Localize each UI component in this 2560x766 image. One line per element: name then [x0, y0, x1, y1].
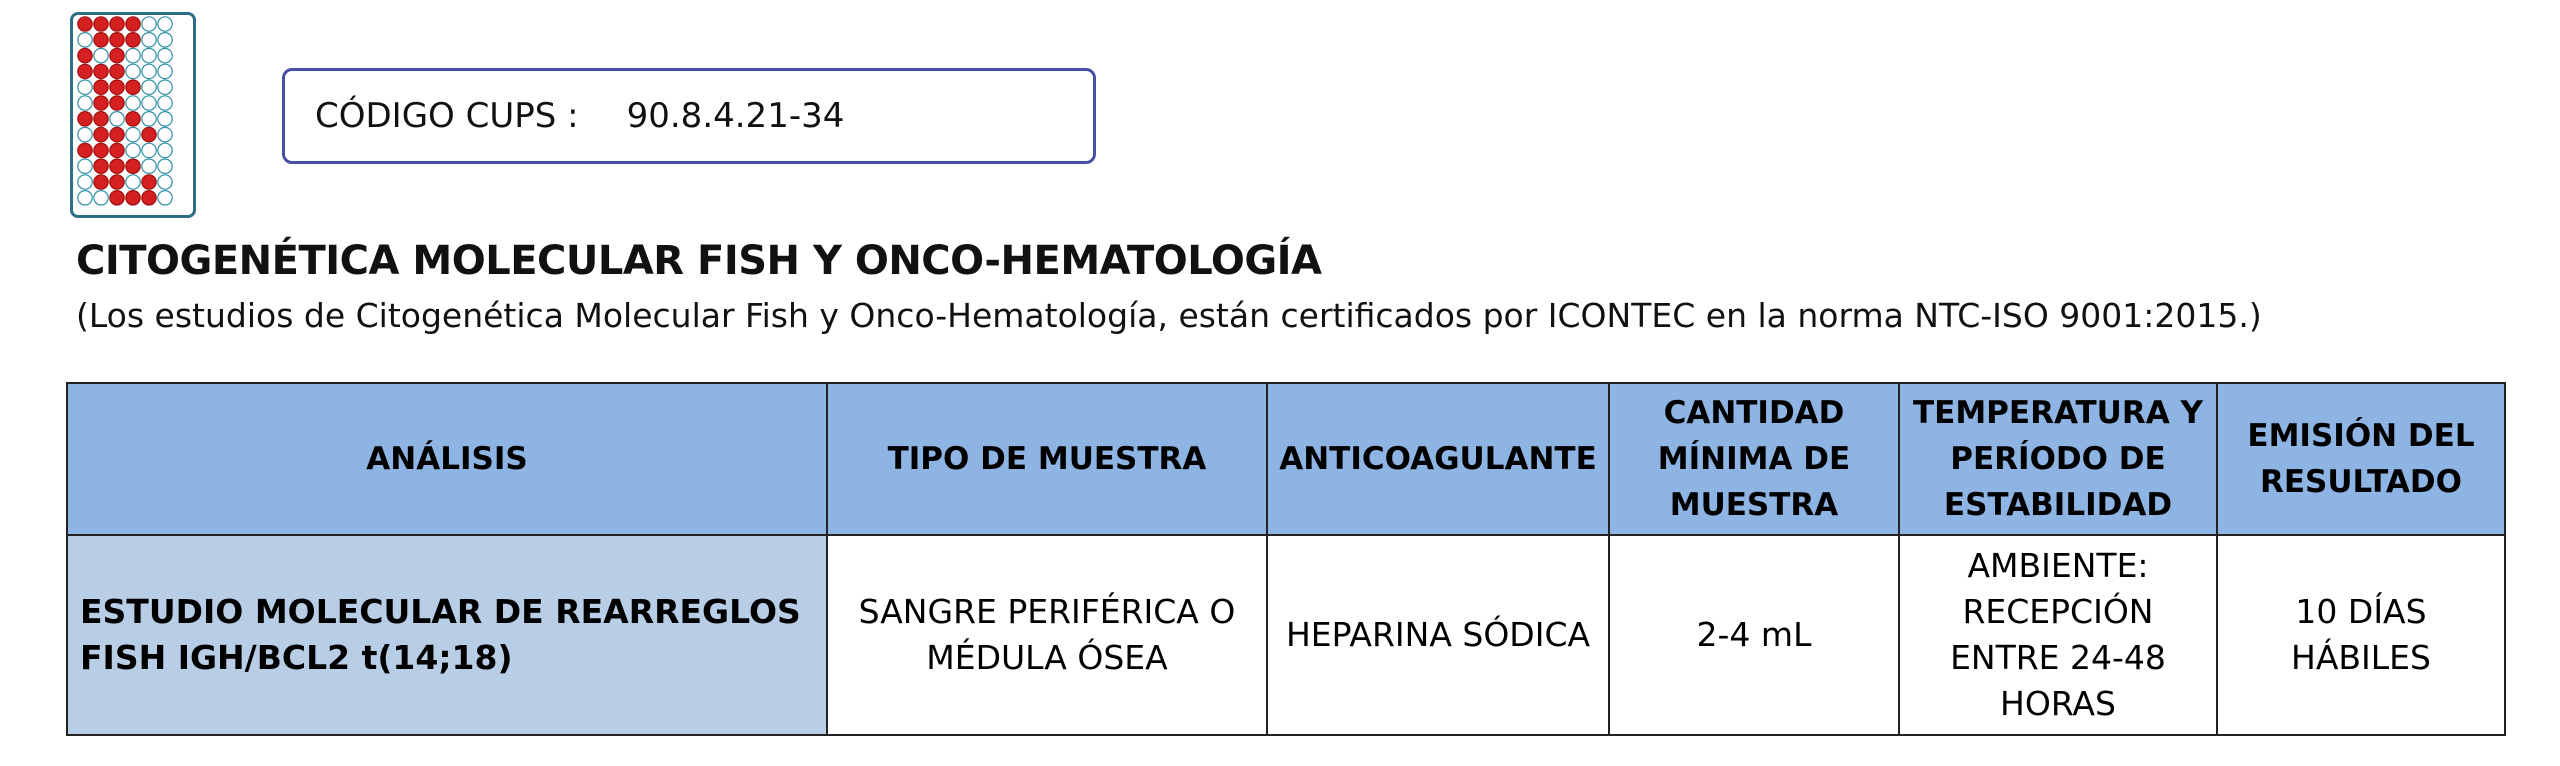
logo-dot — [142, 175, 156, 189]
logo-dot — [126, 159, 140, 173]
logo-dot — [110, 112, 124, 126]
logo-dot — [94, 175, 108, 189]
table-row — [67, 535, 2505, 735]
cell-anticoagulante: HEPARINA SÓDICA — [1267, 535, 1609, 735]
logo-dot — [110, 175, 124, 189]
logo-dot — [78, 17, 92, 31]
logo-dot — [110, 96, 124, 110]
logo-dot — [142, 96, 156, 110]
cell-temperatura: AMBIENTE: RECEPCIÓN ENTRE 24-48 HORAS — [1899, 535, 2217, 735]
logo-dot — [142, 80, 156, 94]
logo-dot — [110, 191, 124, 205]
logo-dot — [142, 64, 156, 78]
logo-dot — [110, 127, 124, 141]
logo-dot — [110, 33, 124, 47]
logo-dot — [158, 191, 172, 205]
logo-dot — [94, 127, 108, 141]
logo-dot — [110, 64, 124, 78]
logo-dot — [142, 48, 156, 62]
cell-analisis: ESTUDIO MOLECULAR DE REARREGLOS FISH IGH/BCL2 t(14;18) — [67, 535, 827, 735]
cell-cantidad: 2-4 mL — [1609, 535, 1899, 735]
header-tipo-muestra: TIPO DE MUESTRA — [827, 383, 1267, 535]
logo-dot — [158, 96, 172, 110]
lab-dot-grid-logo-icon — [70, 12, 196, 218]
sample-spec-table — [66, 382, 2506, 736]
logo-dot — [158, 17, 172, 31]
logo-dot — [158, 159, 172, 173]
logo-dot — [126, 17, 140, 31]
logo-dot — [94, 33, 108, 47]
logo-dot — [158, 80, 172, 94]
logo-dot — [94, 191, 108, 205]
header-anticoagulante: ANTICOAGULANTE — [1267, 383, 1609, 535]
logo-dot — [126, 191, 140, 205]
logo-dot — [94, 96, 108, 110]
logo-dot — [78, 80, 92, 94]
logo-dot — [126, 33, 140, 47]
logo-dot — [126, 80, 140, 94]
logo-dot — [126, 143, 140, 157]
logo-dot — [142, 127, 156, 141]
logo-dot — [110, 48, 124, 62]
logo-dot — [158, 175, 172, 189]
logo-dot — [126, 64, 140, 78]
section-title: CITOGENÉTICA MOLECULAR FISH Y ONCO-HEMATOLOGÍA — [76, 238, 1322, 284]
logo-dot — [94, 64, 108, 78]
logo-dot — [78, 48, 92, 62]
cups-code-value: 90.8.4.21-34 — [626, 96, 845, 136]
logo-dot — [78, 127, 92, 141]
logo-dot — [142, 159, 156, 173]
logo-dot — [158, 33, 172, 47]
logo-dot — [158, 64, 172, 78]
logo-dot — [110, 159, 124, 173]
logo-dot — [142, 17, 156, 31]
logo-dot — [94, 112, 108, 126]
logo-dot — [94, 17, 108, 31]
logo-dot — [94, 159, 108, 173]
logo-dot — [78, 191, 92, 205]
logo-dot — [158, 48, 172, 62]
logo-dot — [158, 143, 172, 157]
certification-note: (Los estudios de Citogenética Molecular Fish y Onco-Hematología, están certificados por ICONTEC en la norma NTC-ISO 9001:2015.) — [76, 296, 2262, 335]
logo-dot — [126, 96, 140, 110]
logo-dot — [78, 159, 92, 173]
header-cantidad: CANTIDAD MÍNIMA DE MUESTRA — [1609, 383, 1899, 535]
logo-dot — [78, 96, 92, 110]
table-header-row — [67, 383, 2505, 535]
cell-emision: 10 DÍAS HÁBILES — [2217, 535, 2505, 735]
logo-dot — [78, 33, 92, 47]
logo-dot — [126, 127, 140, 141]
logo-dot — [110, 80, 124, 94]
logo-dot — [142, 191, 156, 205]
header-emision: EMISIÓN DEL RESULTADO — [2217, 383, 2505, 535]
logo-dot — [126, 175, 140, 189]
logo-dot — [78, 175, 92, 189]
logo-dot — [110, 143, 124, 157]
logo-dot — [78, 64, 92, 78]
logo-dot — [110, 17, 124, 31]
logo-dot — [94, 143, 108, 157]
header-temperatura: TEMPERATURA Y PERÍODO DE ESTABILIDAD — [1899, 383, 2217, 535]
logo-dot — [126, 112, 140, 126]
logo-dot — [142, 143, 156, 157]
logo-dot — [158, 127, 172, 141]
cups-code-box — [282, 68, 1096, 164]
logo-dot — [158, 112, 172, 126]
header-analisis: ANÁLISIS — [67, 383, 827, 535]
logo-dot — [94, 48, 108, 62]
logo-dot — [94, 80, 108, 94]
logo-dot — [126, 48, 140, 62]
logo-dot — [142, 33, 156, 47]
logo-dot — [142, 112, 156, 126]
cups-code-label: CÓDIGO CUPS : — [315, 96, 579, 136]
logo-dot — [78, 143, 92, 157]
logo-dot — [78, 112, 92, 126]
cell-tipo-muestra: SANGRE PERIFÉRICA O MÉDULA ÓSEA — [827, 535, 1267, 735]
